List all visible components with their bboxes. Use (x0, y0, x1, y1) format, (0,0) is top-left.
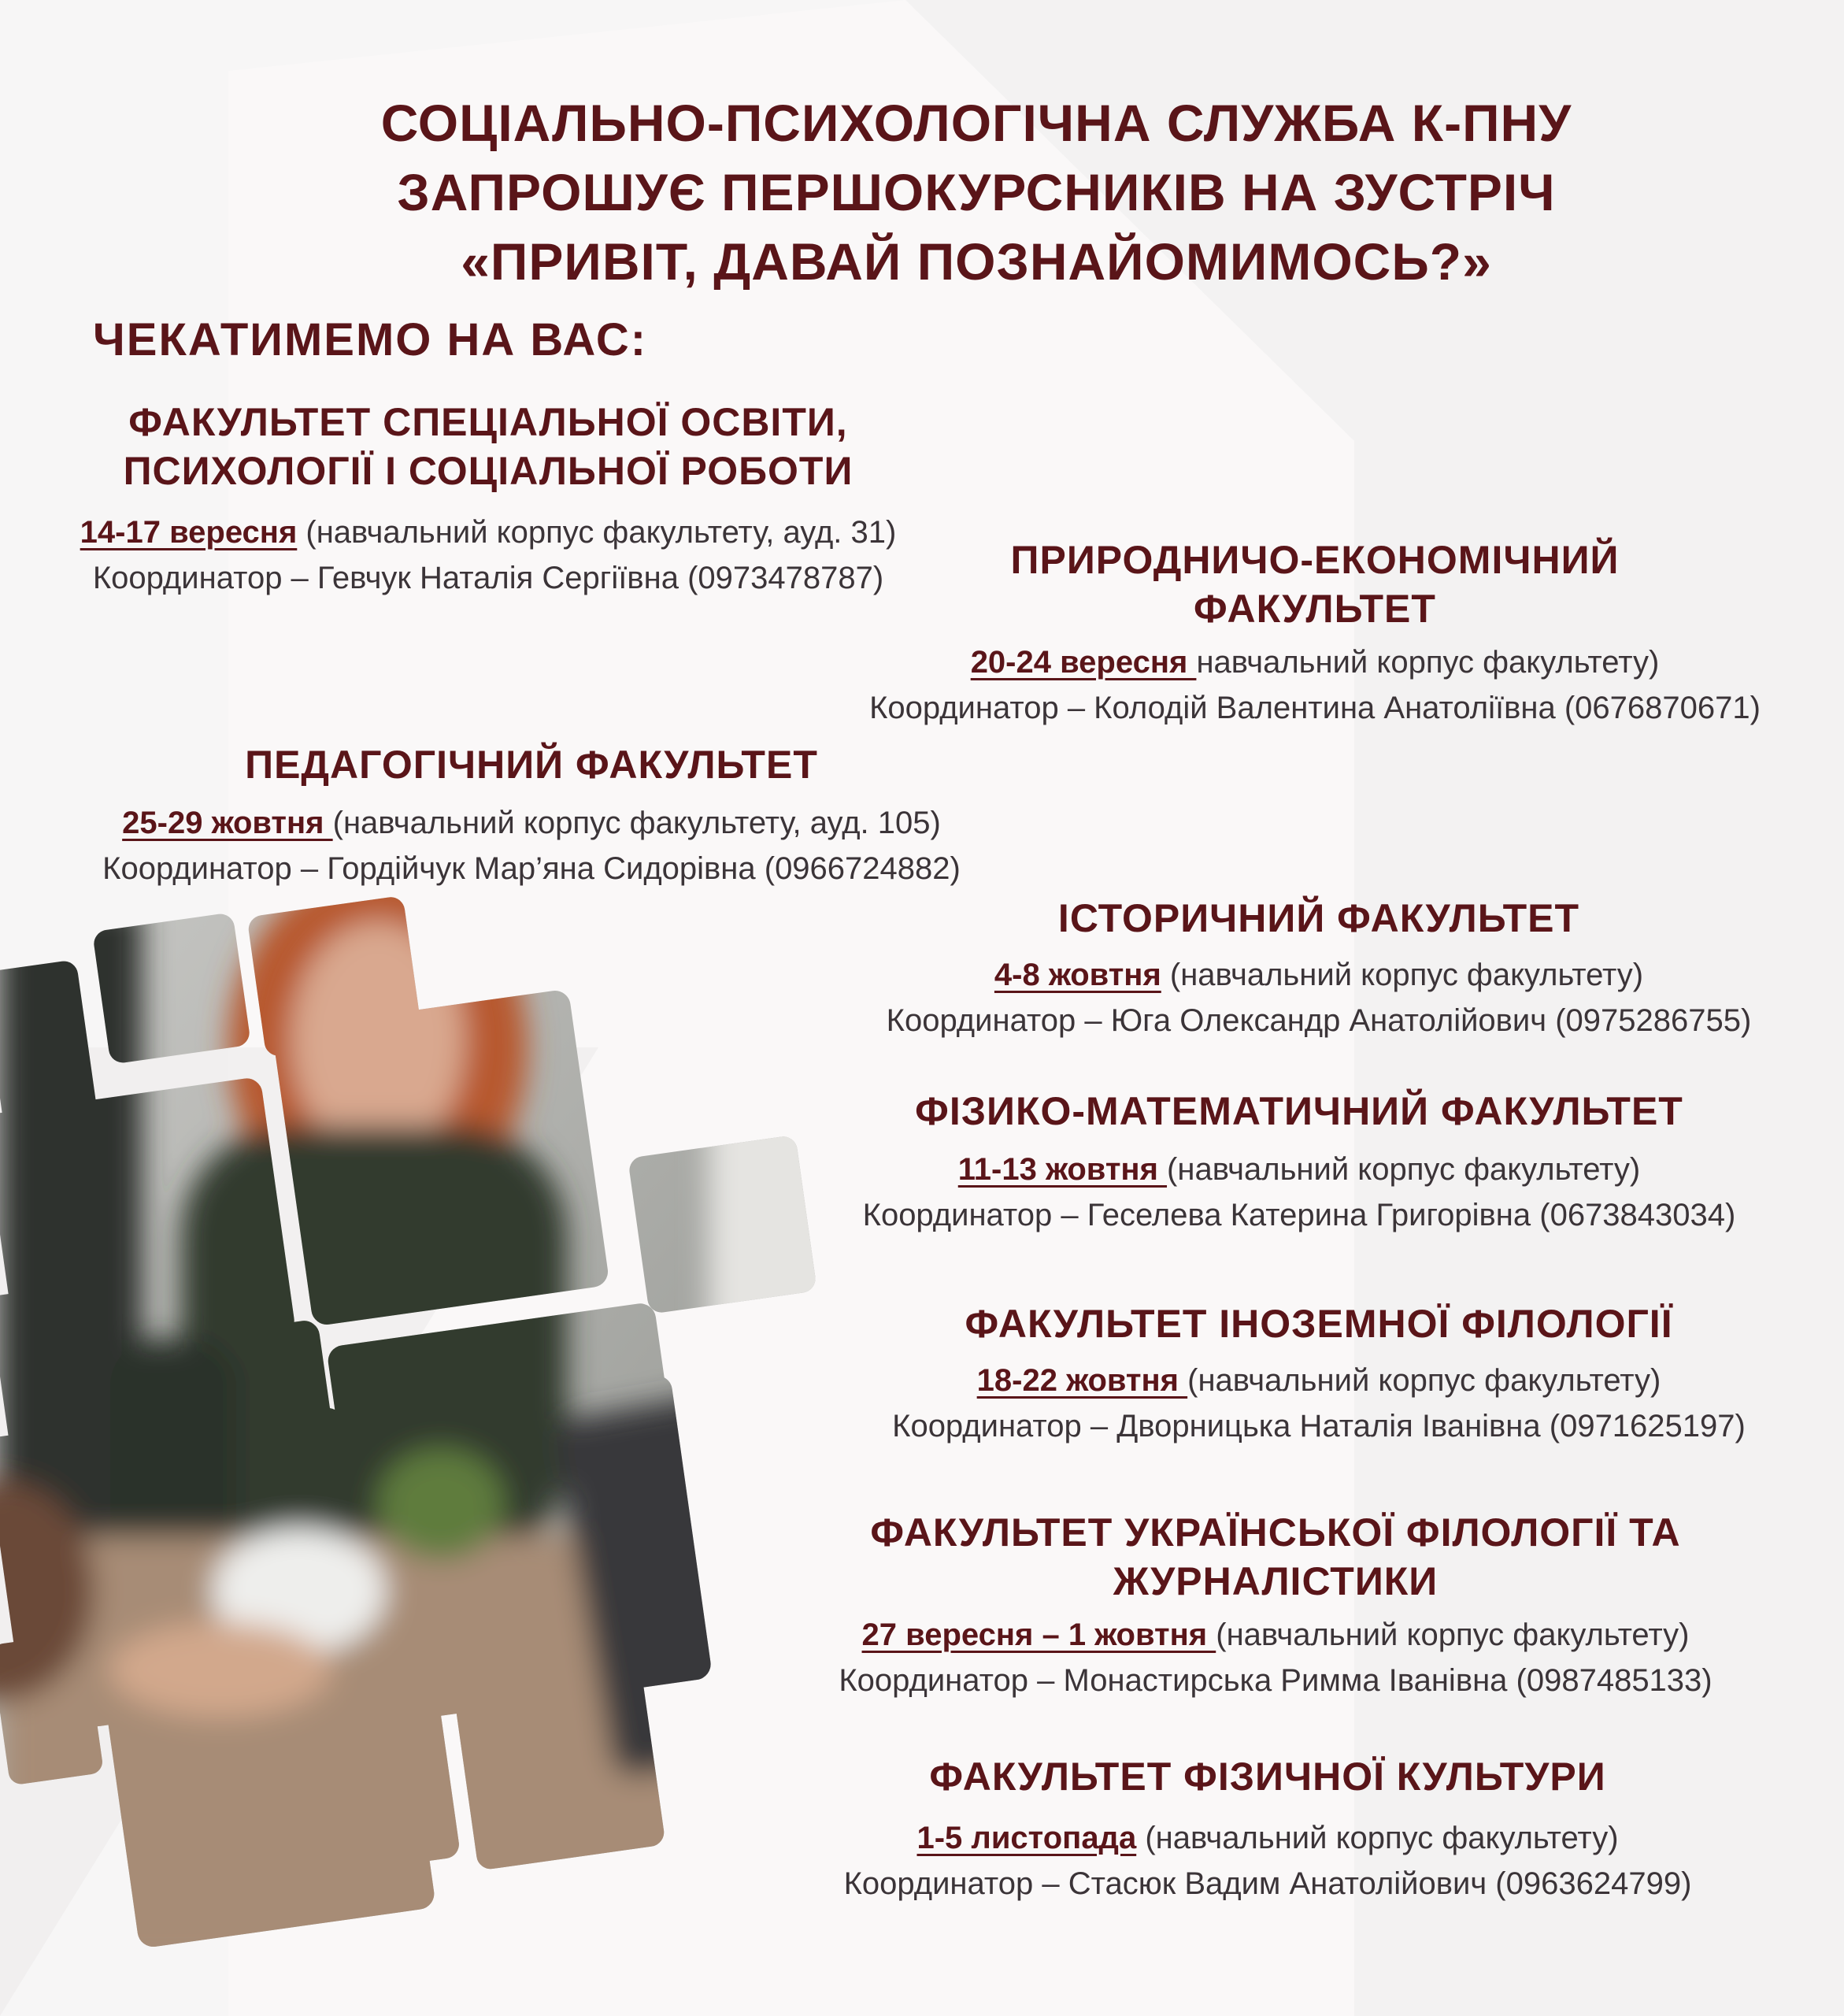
faculty-title-line: ЖУРНАЛІСТИКИ (1113, 1559, 1439, 1603)
faculty-schedule (811, 1358, 1827, 1403)
faculty-location: (навчальний корпус факультету) (1167, 1152, 1641, 1187)
faculty-title-line: ФАКУЛЬТЕТ УКРАЇНСЬКОЇ ФІЛОЛОГІЇ ТА (870, 1510, 1681, 1555)
faculty-date: 20-24 вересня (970, 645, 1197, 680)
faculty-coordinator: Координатор – Геселева Катерина Григорівна (0673843034) (862, 1198, 1736, 1232)
faculty-coordinator: Координатор – Колодій Валентина Анатоліївна (0676870671) (869, 691, 1761, 725)
faculty-date: 11-13 жовтня (957, 1152, 1168, 1187)
faculty-block-pedagogical (24, 740, 1039, 891)
faculty-coordinator: Координатор – Монастирська Римма Іванівна (0987485133) (839, 1663, 1713, 1698)
faculty-title-line: ФІЗИКО-МАТЕМАТИЧНИЙ ФАКУЛЬТЕТ (915, 1089, 1683, 1133)
photo-collage (0, 0, 866, 2016)
faculty-block-physical-culture (756, 1752, 1779, 1907)
faculty-title-line: ФАКУЛЬТЕТ ФІЗИЧНОЇ КУЛЬТУРИ (929, 1755, 1606, 1799)
faculty-block-historical (811, 894, 1827, 1043)
faculty-location: (навчальний корпус факультету) (1187, 1363, 1661, 1398)
faculty-block-ukrainian-philology (764, 1508, 1787, 1703)
faculty-title-line: ПСИХОЛОГІЇ І СОЦІАЛЬНОЇ РОБОТИ (123, 449, 853, 493)
faculty-date: 4-8 жовтня (994, 958, 1161, 992)
faculty-block-natural-economic (795, 536, 1835, 731)
faculty-date: 27 вересня – 1 жовтня (861, 1618, 1216, 1652)
faculty-schedule (787, 1147, 1811, 1192)
faculty-schedule (811, 952, 1827, 998)
faculty-coordinator: Координатор – Дворницька Наталія Іванівна (0971625197) (892, 1409, 1746, 1443)
faculty-date: 18-22 жовтня (976, 1363, 1188, 1398)
faculty-coordinator: Координатор – Юга Олександр Анатолійович (0975286755) (886, 1003, 1752, 1038)
faculty-title-line: ФАКУЛЬТЕТ СПЕЦІАЛЬНОЇ ОСВІТИ, (128, 400, 848, 444)
faculty-block-physics-math (787, 1087, 1811, 1238)
faculty-coordinator: Координатор – Гордійчук Мар’яна Сидорівна (0966724882) (102, 851, 961, 886)
headline-line-3: «ПРИВІТ, ДАВАЙ ПОЗНАЙОМИМОСЬ?» (461, 232, 1492, 291)
faculty-location: навчальний корпус факультету) (1196, 645, 1660, 680)
faculty-schedule (764, 1612, 1787, 1658)
faculty-date: 25-29 жовтня (122, 806, 333, 840)
faculty-location: (навчальний корпус факультету, ауд. 105) (332, 806, 941, 840)
faculty-title-line: ФАКУЛЬТЕТ ІНОЗЕМНОЇ ФІЛОЛОГІЇ (965, 1302, 1673, 1346)
faculty-location: (навчальний корпус факультету, ауд. 31) (297, 515, 897, 550)
faculty-coordinator: Координатор – Гевчук Наталія Сергіївна (0973478787) (92, 561, 884, 595)
headline-line-2: ЗАПРОШУЄ ПЕРШОКУРСНИКІВ НА ЗУСТРІЧ (397, 163, 1556, 221)
faculty-schedule (756, 1815, 1779, 1861)
faculty-schedule (24, 800, 1039, 846)
faculty-date: 14-17 вересня (80, 515, 298, 550)
faculty-title-line: ФАКУЛЬТЕТ (1194, 587, 1436, 631)
faculty-location: (навчальний корпус факультету) (1161, 958, 1644, 992)
faculty-coordinator: Координатор – Стасюк Вадим Анатолійович (0963624799) (843, 1866, 1692, 1901)
faculty-title-line: ПРИРОДНИЧО-ЕКОНОМІЧНИЙ (1010, 538, 1620, 582)
faculty-date: 1-5 листопада (916, 1821, 1137, 1855)
subheading: ЧЕКАТИМЕМО НА ВАС: (93, 314, 648, 365)
faculty-title-line: ПЕДАГОГІЧНИЙ ФАКУЛЬТЕТ (245, 743, 818, 787)
faculty-schedule (795, 639, 1835, 685)
faculty-location: (навчальний корпус факультету) (1136, 1821, 1619, 1855)
faculty-block-foreign-philology (811, 1299, 1827, 1449)
faculty-title-line: ІСТОРИЧНИЙ ФАКУЛЬТЕТ (1057, 896, 1580, 940)
faculty-location: (навчальний корпус факультету) (1216, 1618, 1690, 1652)
headline-line-1: СОЦІАЛЬНО-ПСИХОЛОГІЧНА СЛУЖБА К-ПНУ (380, 94, 1572, 152)
